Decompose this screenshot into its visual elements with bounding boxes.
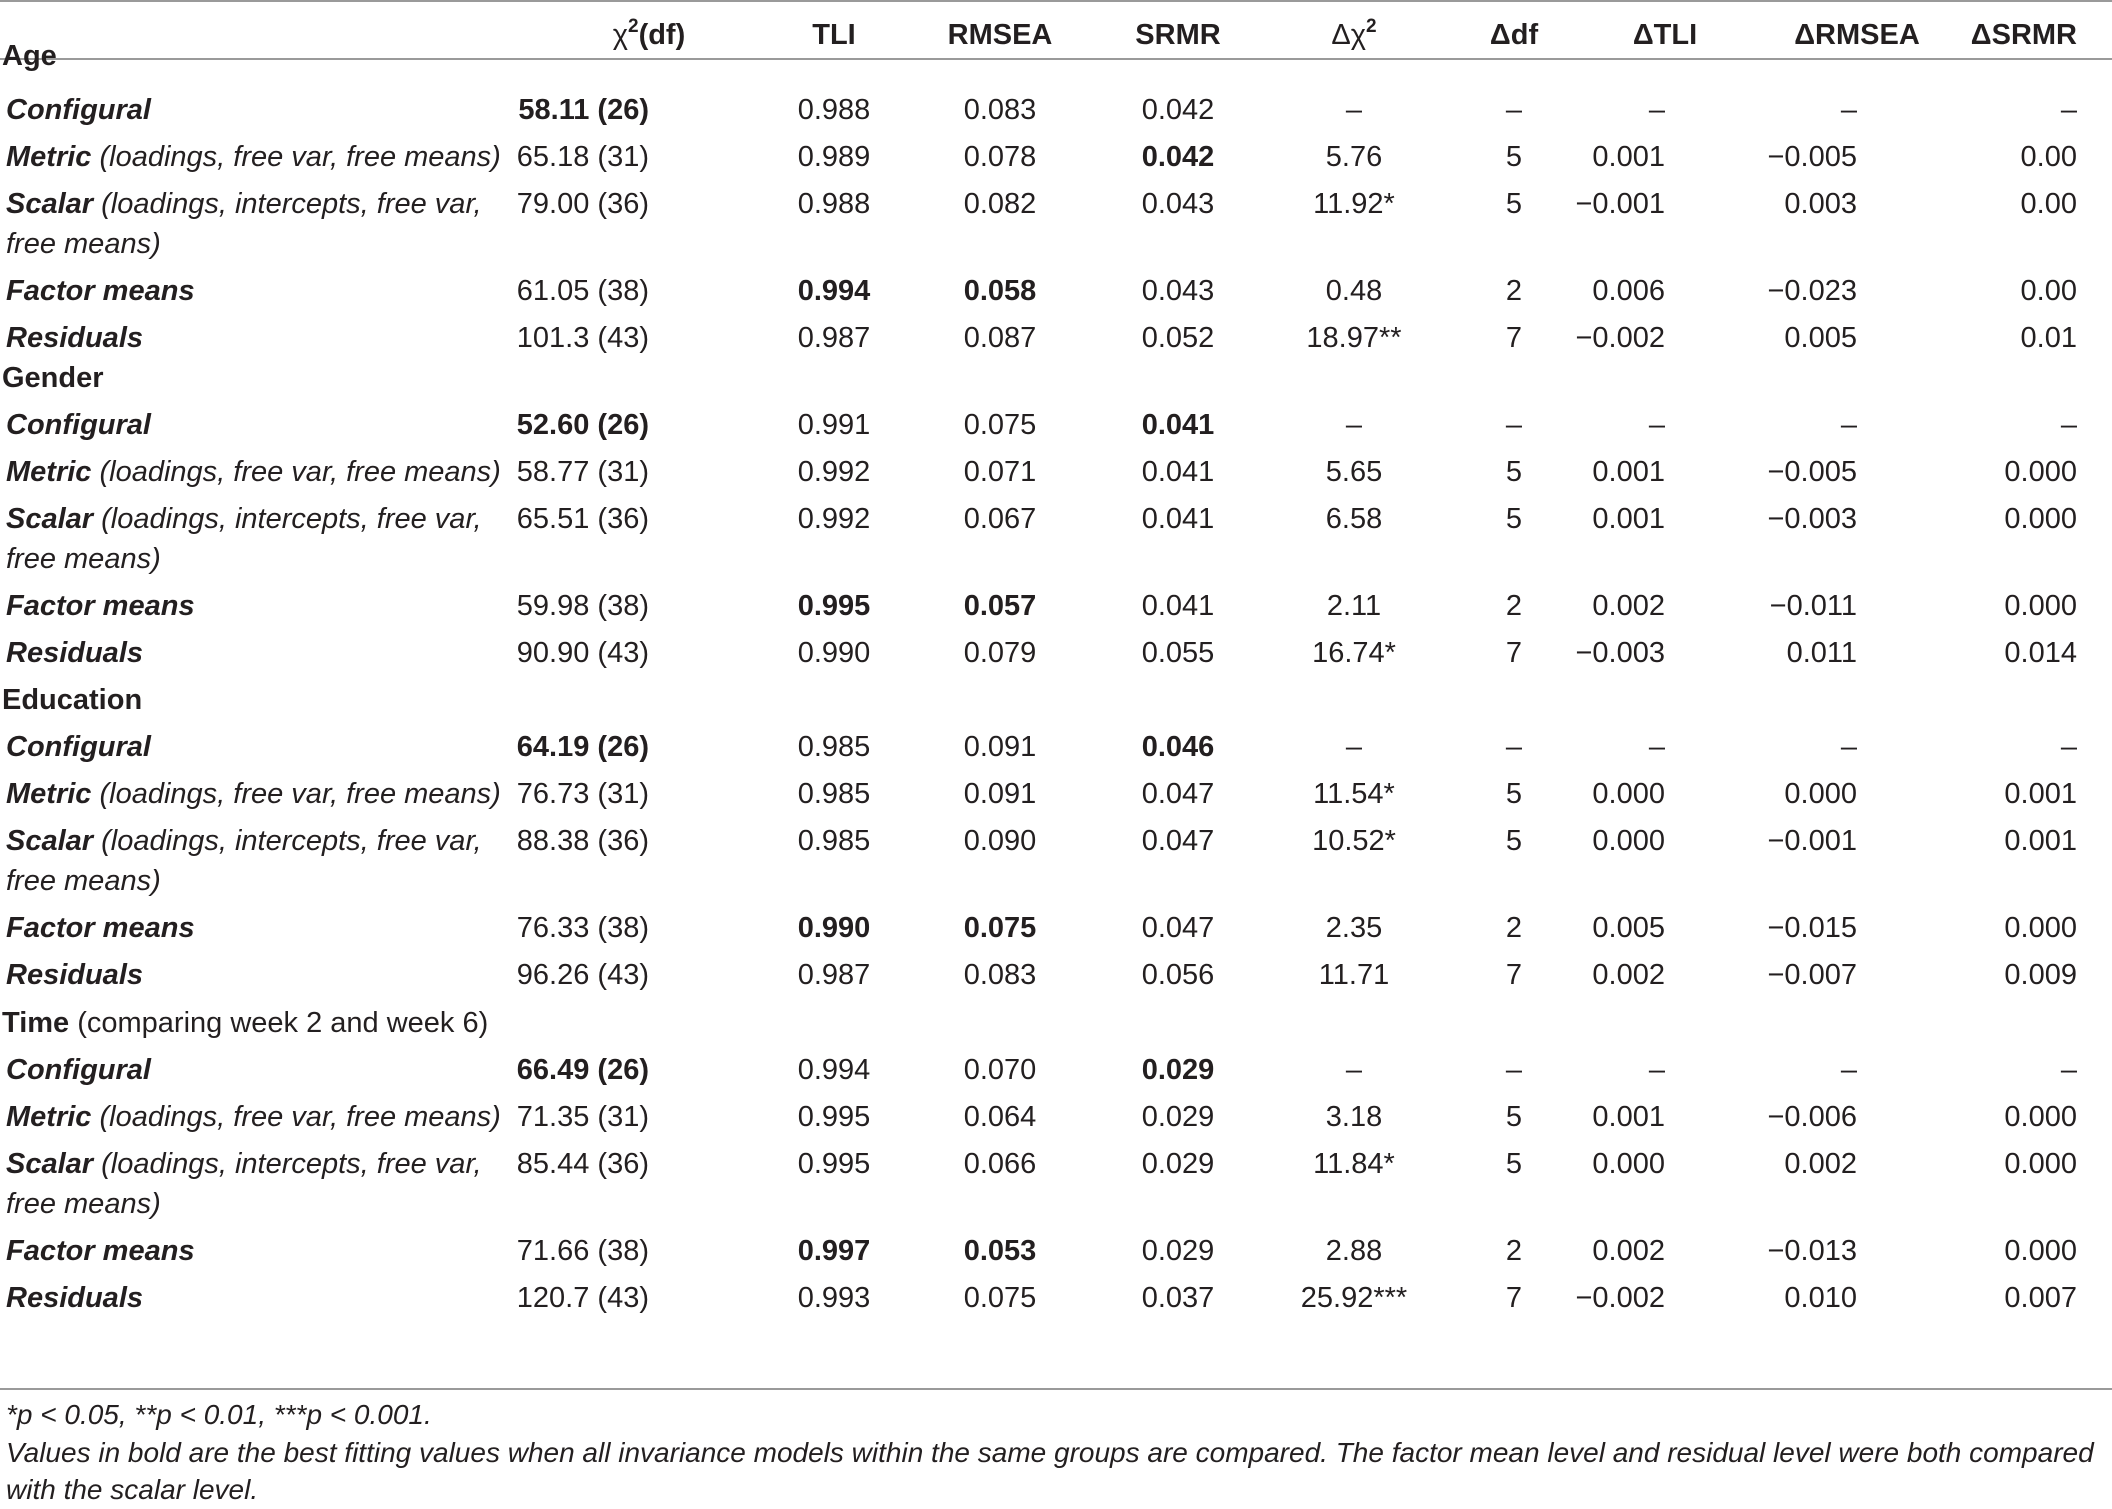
table-cell-drmsea: −0.007 [1767, 959, 1857, 991]
table-cell-dtli: −0.003 [1575, 637, 1665, 669]
table-cell-tli: 0.988 [797, 188, 871, 220]
table-cell-ddf: 2 [1505, 590, 1523, 622]
table-cell-chi2: 71.35 (31) [516, 1101, 649, 1133]
table-cell-chi2: 76.33 (38) [516, 912, 649, 944]
table-cell-dchi2: 6.58 [1325, 503, 1383, 535]
model-name: Factor means [6, 912, 195, 944]
table-cell-dtli: 0.001 [1592, 503, 1665, 535]
table-cell-srmr: 0.047 [1141, 778, 1215, 810]
table-cell-chi2: 65.51 (36) [516, 503, 649, 535]
model-name: Configural [6, 94, 151, 126]
table-cell-dtli: 0.002 [1592, 959, 1665, 991]
model-name: Scalar [6, 188, 94, 220]
model-label-residuals [6, 1278, 143, 1318]
table-cell-dsrmr: 0.00 [2020, 188, 2077, 220]
model-name: Configural [6, 409, 151, 441]
table-cell-drmsea: – [1840, 731, 1857, 763]
model-description: (loadings, free var, free means) [99, 1101, 501, 1133]
model-name: Scalar [6, 1148, 94, 1180]
table-cell-drmsea: −0.015 [1767, 912, 1857, 944]
table-cell-tli: 0.989 [797, 141, 871, 173]
table-cell-rmsea: 0.070 [963, 1054, 1037, 1086]
table-cell-rmsea: 0.079 [963, 637, 1037, 669]
table-cell-dchi2: 16.74* [1312, 637, 1396, 669]
table-cell-drmsea: 0.003 [1784, 188, 1857, 220]
table-cell-dtli: 0.001 [1592, 141, 1665, 173]
table-cell-dchi2: 18.97** [1306, 322, 1402, 354]
column-header-tli [812, 15, 856, 55]
table-cell-dsrmr: 0.000 [2004, 456, 2077, 488]
model-description: (loadings, intercepts, free var, [101, 503, 482, 535]
model-label-configural [6, 727, 151, 767]
table-cell-srmr: 0.052 [1141, 322, 1215, 354]
table-cell-dtli: −0.002 [1575, 322, 1665, 354]
model-name: Factor means [6, 590, 195, 622]
model-description: (loadings, intercepts, free var, [101, 825, 482, 857]
model-description: (loadings, intercepts, free var, [101, 188, 482, 220]
footnote-note-line2: with the scalar level. [6, 1474, 259, 1505]
table-cell-drmsea: −0.011 [1769, 590, 1857, 622]
table-cell-ddf: 7 [1505, 637, 1523, 669]
table-cell-ddf: 5 [1505, 1148, 1523, 1180]
table-cell-dtli: – [1648, 1054, 1665, 1086]
table-cell-drmsea: −0.006 [1767, 1101, 1857, 1133]
table-cell-dtli: 0.000 [1592, 1148, 1665, 1180]
model-name: Scalar [6, 503, 94, 535]
group-title [2, 36, 57, 76]
table-cell-tli: 0.995 [797, 590, 871, 622]
table-cell-srmr: 0.041 [1141, 456, 1215, 488]
column-header-rmsea [948, 15, 1053, 55]
table-cell-dsrmr: 0.00 [2020, 275, 2077, 307]
model-label-scalar [6, 1144, 482, 1224]
column-header-srmr [1135, 15, 1220, 55]
table-cell-rmsea: 0.087 [963, 322, 1037, 354]
table-cell-srmr: 0.047 [1141, 825, 1215, 857]
table-cell-drmsea: −0.005 [1767, 141, 1857, 173]
table-cell-ddf: 2 [1505, 912, 1523, 944]
table-cell-chi2: 64.19 (26) [516, 731, 649, 763]
table-cell-rmsea: 0.078 [963, 141, 1037, 173]
table-cell-dchi2: – [1345, 409, 1363, 441]
footnote-note-line1: Values in bold are the best fitting values when all invariance models within the same groups are compared. The factor mean level and residual level were both compared [6, 1437, 2094, 1468]
table-cell-srmr: 0.056 [1141, 959, 1215, 991]
table-cell-dsrmr: 0.000 [2004, 590, 2077, 622]
table-cell-chi2: 76.73 (31) [516, 778, 649, 810]
table-cell-srmr: 0.041 [1141, 409, 1215, 441]
model-label-factor-means [6, 271, 195, 311]
table-cell-chi2: 71.66 (38) [516, 1235, 649, 1267]
table-cell-rmsea: 0.082 [963, 188, 1037, 220]
table-cell-srmr: 0.029 [1141, 1054, 1215, 1086]
table-cell-dchi2: 5.76 [1325, 141, 1383, 173]
table-cell-rmsea: 0.071 [963, 456, 1037, 488]
table-cell-dchi2: 11.92* [1313, 188, 1395, 220]
table-cell-chi2: 52.60 (26) [516, 409, 649, 441]
model-name: Metric [6, 1101, 92, 1133]
column-header-superscript: 2 [627, 16, 639, 37]
model-label-residuals [6, 318, 143, 358]
table-cell-dtli: 0.000 [1592, 778, 1665, 810]
model-label-scalar [6, 821, 482, 901]
table-cell-srmr: 0.043 [1141, 275, 1215, 307]
table-cell-dtli: 0.006 [1592, 275, 1665, 307]
group-name: Time [2, 1007, 70, 1039]
table-cell-srmr: 0.041 [1141, 503, 1215, 535]
table-cell-dchi2: – [1345, 731, 1363, 763]
table-cell-drmsea: −0.001 [1767, 825, 1857, 857]
table-cell-tli: 0.993 [797, 1282, 871, 1314]
table-cell-dsrmr: – [2060, 731, 2077, 763]
table-cell-rmsea: 0.083 [963, 959, 1037, 991]
table-cell-ddf: 2 [1505, 1235, 1523, 1267]
table-cell-rmsea: 0.057 [963, 590, 1037, 622]
group-title [2, 680, 142, 720]
table-cell-dtli: – [1648, 94, 1665, 126]
table-cell-drmsea: −0.013 [1767, 1235, 1857, 1267]
table-cell-rmsea: 0.058 [963, 275, 1037, 307]
table-cell-tli: 0.987 [797, 322, 871, 354]
table-cell-ddf: – [1505, 731, 1523, 763]
table-cell-ddf: 5 [1505, 141, 1523, 173]
table-cell-chi2: 61.05 (38) [516, 275, 649, 307]
table-cell-rmsea: 0.064 [963, 1101, 1037, 1133]
table-cell-dchi2: 11.71 [1318, 959, 1390, 991]
group-name: Age [2, 40, 57, 72]
table-cell-dsrmr: – [2060, 94, 2077, 126]
model-name: Configural [6, 1054, 151, 1086]
group-name: Education [2, 684, 143, 716]
column-header-symbol: Δχ [1331, 19, 1367, 51]
footnote-significance: *p < 0.05, **p < 0.01, ***p < 0.001. [6, 1399, 432, 1430]
group-title [2, 1003, 488, 1043]
table-cell-dtli: – [1648, 731, 1665, 763]
table-cell-dtli: – [1648, 409, 1665, 441]
table-cell-chi2: 58.11 (26) [518, 94, 649, 126]
table-cell-chi2: 101.3 (43) [516, 322, 649, 354]
column-header-symbol: χ [612, 19, 628, 51]
model-name: Residuals [6, 1282, 143, 1314]
table-cell-ddf: 5 [1505, 778, 1523, 810]
column-header-label: TLI [812, 19, 856, 51]
table-cell-rmsea: 0.067 [963, 503, 1037, 535]
table-cell-ddf: 5 [1505, 456, 1523, 488]
table-cell-dtli: 0.002 [1592, 590, 1665, 622]
column-header-label: RMSEA [947, 19, 1053, 51]
model-label-configural [6, 90, 151, 130]
header-rule [0, 58, 2112, 60]
table-cell-ddf: 7 [1505, 322, 1523, 354]
table-cell-tli: 0.987 [797, 959, 871, 991]
table-cell-dsrmr: 0.000 [2004, 1148, 2077, 1180]
table-cell-chi2: 66.49 (26) [516, 1054, 649, 1086]
table-cell-ddf: 5 [1505, 1101, 1523, 1133]
table-cell-ddf: – [1505, 1054, 1523, 1086]
table-cell-chi2: 120.7 (43) [516, 1282, 649, 1314]
table-top-rule [0, 0, 2112, 2]
column-header-superscript: 2 [1366, 16, 1377, 37]
table-cell-ddf: 5 [1505, 503, 1523, 535]
model-description-continued: free means) [6, 228, 161, 260]
table-cell-srmr: 0.043 [1141, 188, 1215, 220]
table-cell-drmsea: 0.011 [1786, 637, 1857, 669]
table-cell-rmsea: 0.090 [963, 825, 1037, 857]
table-cell-dsrmr: 0.01 [2020, 322, 2077, 354]
table-cell-tli: 0.994 [797, 1054, 871, 1086]
group-title [2, 358, 104, 398]
table-cell-drmsea: 0.010 [1784, 1282, 1857, 1314]
table-cell-chi2: 59.98 (38) [516, 590, 649, 622]
table-cell-dtli: 0.001 [1592, 456, 1665, 488]
table-cell-srmr: 0.029 [1141, 1235, 1215, 1267]
table-cell-dsrmr: 0.007 [2004, 1282, 2077, 1314]
model-name: Scalar [6, 825, 94, 857]
model-label-scalar [6, 184, 482, 264]
model-description-continued: free means) [6, 1188, 161, 1220]
model-name: Factor means [6, 1235, 195, 1267]
table-cell-dchi2: 10.52* [1312, 825, 1396, 857]
table-cell-tli: 0.990 [797, 637, 871, 669]
table-cell-dchi2: 11.84* [1313, 1148, 1395, 1180]
column-header-label: SRMR [1135, 19, 1221, 51]
model-label-factor-means [6, 908, 195, 948]
table-cell-tli: 0.985 [797, 778, 871, 810]
table-cell-dsrmr: 0.000 [2004, 503, 2077, 535]
table-cell-rmsea: 0.075 [963, 912, 1037, 944]
column-header-ddf [1490, 15, 1538, 55]
column-header-chi2 [613, 15, 686, 59]
table-cell-dtli: −0.001 [1575, 188, 1665, 220]
table-cell-ddf: 7 [1505, 1282, 1523, 1314]
table-cell-chi2: 88.38 (36) [516, 825, 649, 857]
model-label-residuals [6, 955, 143, 995]
table-cell-dtli: 0.000 [1592, 825, 1665, 857]
table-cell-srmr: 0.055 [1141, 637, 1215, 669]
table-cell-dsrmr: 0.00 [2020, 141, 2077, 173]
table-cell-dchi2: 5.65 [1325, 456, 1383, 488]
table-cell-dsrmr: 0.000 [2004, 1101, 2077, 1133]
table-cell-dsrmr: 0.000 [2004, 912, 2077, 944]
column-header-dchi2 [1331, 15, 1376, 59]
model-description: (loadings, free var, free means) [99, 141, 501, 173]
model-label-metric [6, 137, 501, 177]
table-cell-dchi2: 25.92*** [1300, 1282, 1408, 1314]
model-name: Metric [6, 778, 92, 810]
table-cell-srmr: 0.041 [1141, 590, 1215, 622]
table-cell-drmsea: −0.023 [1767, 275, 1857, 307]
table-cell-srmr: 0.042 [1141, 141, 1215, 173]
table-cell-ddf: – [1505, 409, 1523, 441]
table-cell-chi2: 85.44 (36) [516, 1148, 649, 1180]
model-description-continued: free means) [6, 865, 161, 897]
column-header-drmsea [1794, 15, 1920, 55]
table-cell-chi2: 96.26 (43) [516, 959, 649, 991]
model-label-scalar [6, 499, 482, 579]
table-cell-dchi2: 11.54* [1313, 778, 1395, 810]
table-cell-srmr: 0.047 [1141, 912, 1215, 944]
table-cell-dsrmr: 0.001 [2004, 825, 2077, 857]
table-cell-dsrmr: 0.001 [2004, 778, 2077, 810]
table-cell-ddf: – [1505, 94, 1523, 126]
table-cell-dsrmr: 0.000 [2004, 1235, 2077, 1267]
model-label-factor-means [6, 586, 195, 626]
model-name: Factor means [6, 275, 195, 307]
model-description: (loadings, intercepts, free var, [101, 1148, 482, 1180]
table-cell-srmr: 0.042 [1141, 94, 1215, 126]
model-name: Residuals [6, 637, 143, 669]
table-cell-ddf: 5 [1505, 825, 1523, 857]
table-cell-dsrmr: 0.009 [2004, 959, 2077, 991]
table-cell-rmsea: 0.091 [963, 731, 1037, 763]
table-cell-dchi2: 2.35 [1325, 912, 1383, 944]
table-cell-drmsea: −0.003 [1767, 503, 1857, 535]
table-cell-srmr: 0.037 [1141, 1282, 1215, 1314]
table-cell-drmsea: – [1840, 409, 1857, 441]
table-cell-chi2: 65.18 (31) [516, 141, 649, 173]
model-description-continued: free means) [6, 543, 161, 575]
table-cell-chi2: 90.90 (43) [516, 637, 649, 669]
table-cell-ddf: 2 [1505, 275, 1523, 307]
group-name: Gender [2, 362, 104, 394]
table-cell-srmr: 0.029 [1141, 1101, 1215, 1133]
table-cell-rmsea: 0.075 [963, 1282, 1037, 1314]
table-cell-srmr: 0.046 [1141, 731, 1215, 763]
table-cell-tli: 0.988 [797, 94, 871, 126]
table-cell-dchi2: – [1345, 94, 1363, 126]
table-cell-tli: 0.992 [797, 456, 871, 488]
table-cell-drmsea: 0.002 [1784, 1148, 1857, 1180]
model-name: Residuals [6, 322, 143, 354]
table-cell-dsrmr: – [2060, 1054, 2077, 1086]
model-description: (loadings, free var, free means) [99, 456, 501, 488]
table-cell-drmsea: 0.005 [1784, 322, 1857, 354]
model-label-factor-means [6, 1231, 195, 1271]
table-cell-tli: 0.985 [797, 825, 871, 857]
table-cell-dtli: −0.002 [1575, 1282, 1665, 1314]
table-bottom-rule [0, 1388, 2112, 1390]
table-cell-tli: 0.992 [797, 503, 871, 535]
table-cell-rmsea: 0.053 [963, 1235, 1037, 1267]
column-header-label: (df) [638, 19, 686, 51]
column-header-label: ΔTLI [1632, 19, 1698, 51]
table-cell-dchi2: 0.48 [1325, 275, 1383, 307]
column-header-dsrmr [1971, 15, 2077, 55]
table-cell-dchi2: 2.11 [1326, 590, 1382, 622]
table-cell-rmsea: 0.075 [963, 409, 1037, 441]
table-cell-dchi2: 2.88 [1325, 1235, 1383, 1267]
table-cell-tli: 0.994 [797, 275, 871, 307]
model-label-metric [6, 1097, 501, 1137]
model-name: Metric [6, 456, 92, 488]
column-header-dtli [1633, 15, 1697, 55]
table-cell-tli: 0.997 [797, 1235, 871, 1267]
table-cell-rmsea: 0.066 [963, 1148, 1037, 1180]
table-cell-tli: 0.995 [797, 1148, 871, 1180]
model-label-metric [6, 774, 501, 814]
table-cell-rmsea: 0.083 [963, 94, 1037, 126]
table-cell-dsrmr: – [2060, 409, 2077, 441]
table-cell-tli: 0.990 [797, 912, 871, 944]
group-note: (comparing week 2 and week 6) [77, 1007, 489, 1039]
column-header-label: Δdf [1489, 19, 1539, 51]
table-cell-drmsea: – [1840, 1054, 1857, 1086]
table-cell-chi2: 79.00 (36) [516, 188, 649, 220]
table-cell-dchi2: 3.18 [1325, 1101, 1383, 1133]
model-description: (loadings, free var, free means) [99, 778, 501, 810]
model-name: Configural [6, 731, 151, 763]
table-cell-tli: 0.985 [797, 731, 871, 763]
table-cell-srmr: 0.029 [1141, 1148, 1215, 1180]
column-header-label: ΔRMSEA [1794, 19, 1920, 51]
model-label-configural [6, 405, 151, 445]
table-cell-drmsea: 0.000 [1784, 778, 1857, 810]
table-cell-tli: 0.995 [797, 1101, 871, 1133]
table-cell-ddf: 7 [1505, 959, 1523, 991]
column-header-label: ΔSRMR [1970, 19, 2077, 51]
table-cell-dchi2: – [1345, 1054, 1363, 1086]
table-cell-ddf: 5 [1505, 188, 1523, 220]
table-cell-dtli: 0.005 [1592, 912, 1665, 944]
model-name: Metric [6, 141, 92, 173]
table-cell-chi2: 58.77 (31) [516, 456, 649, 488]
table-cell-tli: 0.991 [797, 409, 871, 441]
table-cell-dtli: 0.001 [1592, 1101, 1665, 1133]
table-cell-dsrmr: 0.014 [2004, 637, 2077, 669]
table-cell-drmsea: −0.005 [1767, 456, 1857, 488]
table-cell-rmsea: 0.091 [963, 778, 1037, 810]
model-label-residuals [6, 633, 143, 673]
table-cell-drmsea: – [1840, 94, 1857, 126]
model-name: Residuals [6, 959, 143, 991]
table-cell-dtli: 0.002 [1592, 1235, 1665, 1267]
model-label-metric [6, 452, 501, 492]
model-label-configural [6, 1050, 151, 1090]
